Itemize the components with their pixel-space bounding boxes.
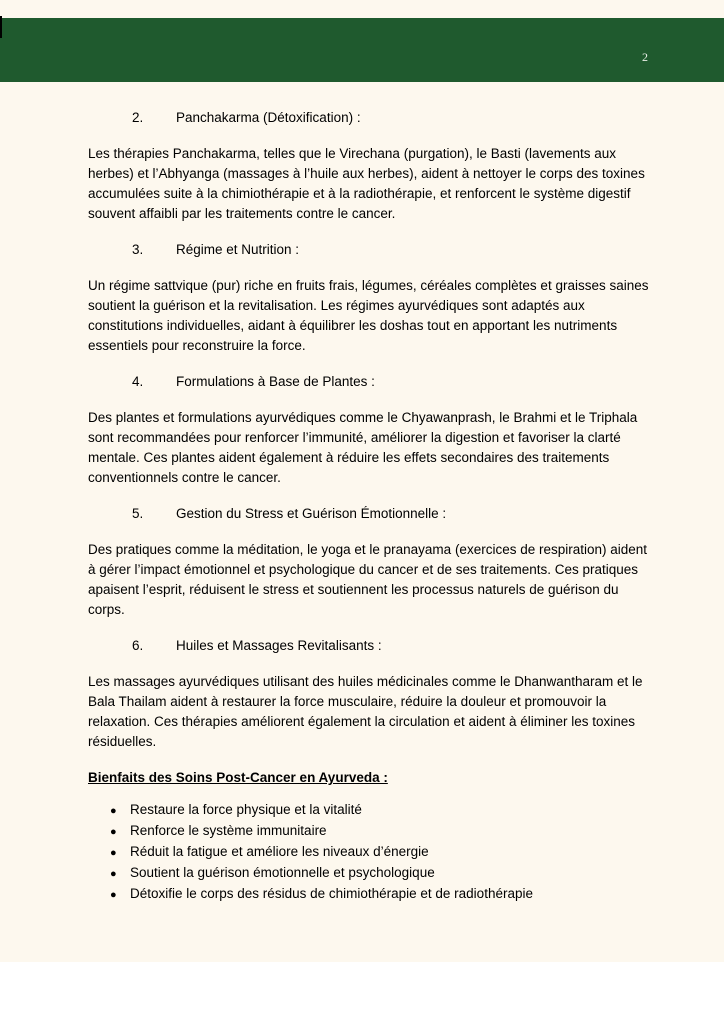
section-heading — [88, 636, 658, 656]
section-title: Huiles et Massages Revitalisants : — [176, 638, 382, 653]
bullet-icon: ● — [110, 805, 117, 817]
document-content — [88, 108, 658, 905]
benefits-title: Bienfaits des Soins Post-Cancer en Ayurveda : — [88, 770, 388, 785]
list-item-text: Restaure la force physique et la vitalité — [130, 802, 362, 817]
section-number: 5. — [132, 506, 144, 521]
corner-mark — [0, 16, 2, 38]
list-item-text: Réduit la fatigue et améliore les niveaux d’énergie — [130, 844, 429, 859]
list-item-text: Renforce le système immunitaire — [130, 823, 327, 838]
section-title: Formulations à Base de Plantes : — [176, 374, 375, 389]
section-number: 2. — [132, 110, 144, 125]
bullet-icon: ● — [110, 868, 117, 880]
section-number: 4. — [132, 374, 144, 389]
section-heading — [88, 108, 658, 128]
section-paragraph: Des plantes et formulations ayurvédiques comme le Chyawanprash, le Brahmi et le Triphala sont recommandées pour renforcer l’immunité, améliorer la digestion et favoriser la clarté mentale. Ces plantes aident également à réduire les effets secondaires des traitements conventionnels contre le cancer. — [88, 410, 638, 485]
list-item-text: Soutient la guérison émotionnelle et psychologique — [130, 865, 435, 880]
header-band — [0, 18, 724, 82]
bullet-icon: ● — [110, 847, 117, 859]
list-item-text: Détoxifie le corps des résidus de chimiothérapie et de radiothérapie — [130, 886, 533, 901]
bullet-icon: ● — [110, 826, 117, 838]
list-item — [88, 863, 658, 884]
list-item — [88, 800, 658, 821]
list-item — [88, 821, 658, 842]
section-heading — [88, 504, 658, 524]
list-item — [88, 884, 658, 905]
section-title: Gestion du Stress et Guérison Émotionnelle : — [176, 506, 447, 521]
section-paragraph: Des pratiques comme la méditation, le yoga et le pranayama (exercices de respiration) aident à gérer l’impact émotionnel et psychologique du cancer et de ses traitements. Ces pratiques apaisent l’esprit, réduisent le stress et soutiennent les processus naturels de guérison du corps. — [88, 542, 648, 617]
section-paragraph: Un régime sattvique (pur) riche en fruits frais, légumes, céréales complètes et graisses saines soutient la guérison et la revitalisation. Les régimes ayurvédiques sont adaptés aux constitutions individuelles, aidant à équilibrer les doshas tout en apportant les nutriments essentiels pour reconstruire la force. — [88, 278, 649, 353]
section-heading — [88, 372, 658, 392]
page-number: 2 — [642, 50, 648, 64]
section-title: Régime et Nutrition : — [176, 242, 300, 257]
bullet-icon: ● — [110, 889, 117, 901]
section-paragraph: Les massages ayurvédiques utilisant des huiles médicinales comme le Dhanwantharam et le Bala Thailam aident à restaurer la force musculaire, réduire la douleur et promouvoir la relaxation. Ces thérapies améliorent également la circulation et aident à éliminer les toxines résiduelles. — [88, 674, 643, 749]
section-title: Panchakarma (Détoxification) : — [176, 110, 361, 125]
section-heading — [88, 240, 658, 260]
section-number: 3. — [132, 242, 144, 257]
section-number: 6. — [132, 638, 144, 653]
benefits-list — [88, 800, 658, 905]
list-item — [88, 842, 658, 863]
section-paragraph: Les thérapies Panchakarma, telles que le Virechana (purgation), le Basti (lavements aux herbes) et l’Abhyanga (massages à l’huile aux herbes), aident à nettoyer le corps des toxines accumulées suite à la chimiothérapie et à la radiothérapie, et renforcent le système digestif souvent affaibli par les traitements contre le cancer. — [88, 146, 645, 221]
